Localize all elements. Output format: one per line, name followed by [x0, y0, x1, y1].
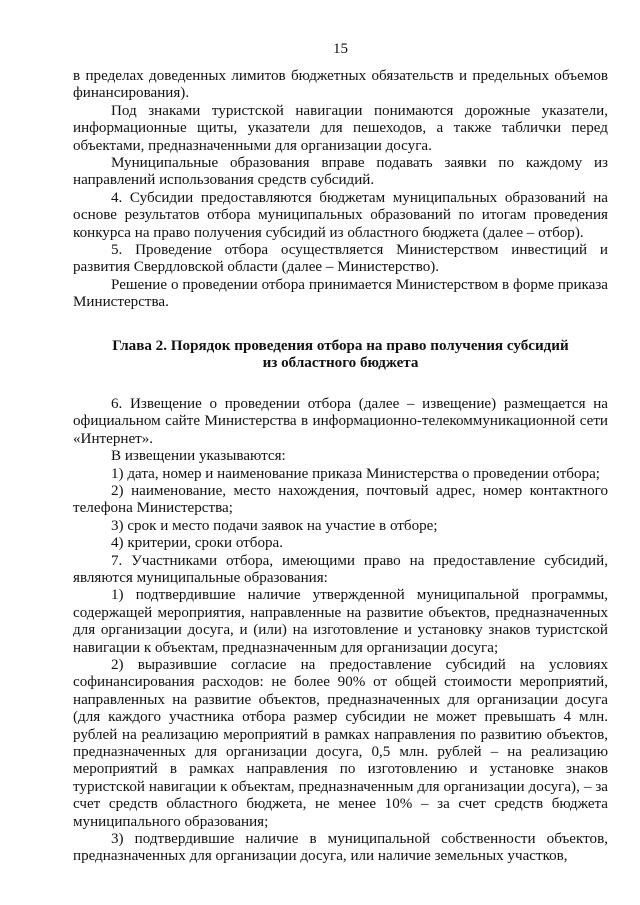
paragraph-item-7: 7. Участниками отбора, имеющими право на предоставление субсидий, являются муниципальные образования:: [73, 552, 608, 586]
chapter-heading-line-2: из областного бюджета: [262, 355, 419, 372]
paragraph-participant-1: 1) подтвердившие наличие утвержденной муниципальной программы, содержащей мероприятия, направленные на развитие объектов, предназначенных для организации досуга, и (или) на изготовление и установку знаков туристской навигации к объектам, предназначенным для организации досуга;: [73, 587, 608, 656]
paragraph-notice-2: 2) наименование, место нахождения, почтовый адрес, номер контактного телефона Министерства;: [73, 482, 608, 517]
paragraph-decision: Решение о проведении отбора принимается Министерством в форме приказа Министерства.: [73, 276, 608, 311]
paragraph-applications: Муниципальные образования вправе подавать заявки по каждому из направлений использования средств субсидий.: [73, 155, 608, 189]
chapter-heading: [73, 338, 608, 373]
paragraph-item-4: 4. Субсидии предоставляются бюджетам муниципальных образований на основе результатов отбора муниципальных образований по итогам проведения конкурса на право получения субсидий из областного бюджета (далее – отбор).: [73, 189, 608, 241]
paragraph-navigation-signs: Под знаками туристской навигации понимаются дорожные указатели, информационные щиты, указатели для пешеходов, а также таблички перед объектами, предназначенными для организации досуга.: [73, 102, 608, 154]
paragraph-funding-limits: в пределах доведенных лимитов бюджетных обязательств и предельных объемов финансирования).: [73, 68, 608, 102]
paragraph-notice-3: 3) срок и место подачи заявок на участие в отборе;: [111, 517, 438, 534]
document-page: [73, 40, 608, 866]
paragraph-item-6: 6. Извещение о проведении отбора (далее – извещение) размещается на официальном сайте Министерства в информационно-телекоммуникационной сети «Интернет».: [73, 395, 608, 447]
paragraph-participant-2: 2) выразившие согласие на предоставление субсидий на условиях софинансирования расходов: не более 90% от общей стоимости мероприятий, направленных на развитие объектов, предназначенных для организации досуга (для каждого участника отбора размер субсидии не может превышать 4 млн. рублей на реализацию мероприятий в рамках направления по развитию объектов, предназначенных для организации досуга, 0,5 млн. рублей – на реализацию мероприятий в рамках направления по изготовлению и установке знаков туристской навигации к объектам, предназначенным для организации досуга), – за счет средств областного бюджета, не менее 10% – за счет средств бюджета муниципального образования;: [73, 656, 608, 830]
paragraph-item-5: 5. Проведение отбора осуществляется Министерством инвестиций и развития Свердловской области (далее – Министерство).: [73, 242, 608, 276]
chapter-heading-line-1: Глава 2. Порядок проведения отбора на право получения субсидий: [112, 337, 569, 354]
paragraph-notice-1: 1) дата, номер и наименование приказа Министерства о проведении отбора;: [111, 465, 600, 482]
paragraph-notice-contents: В извещении указываются:: [111, 448, 286, 465]
page-number: 15: [333, 41, 348, 57]
paragraph-notice-4: 4) критерии, сроки отбора.: [111, 535, 284, 552]
paragraph-participant-3: 3) подтвердившие наличие в муниципальной собственности объектов, предназначенных для организации досуга, или наличие земельных участков,: [73, 831, 608, 865]
